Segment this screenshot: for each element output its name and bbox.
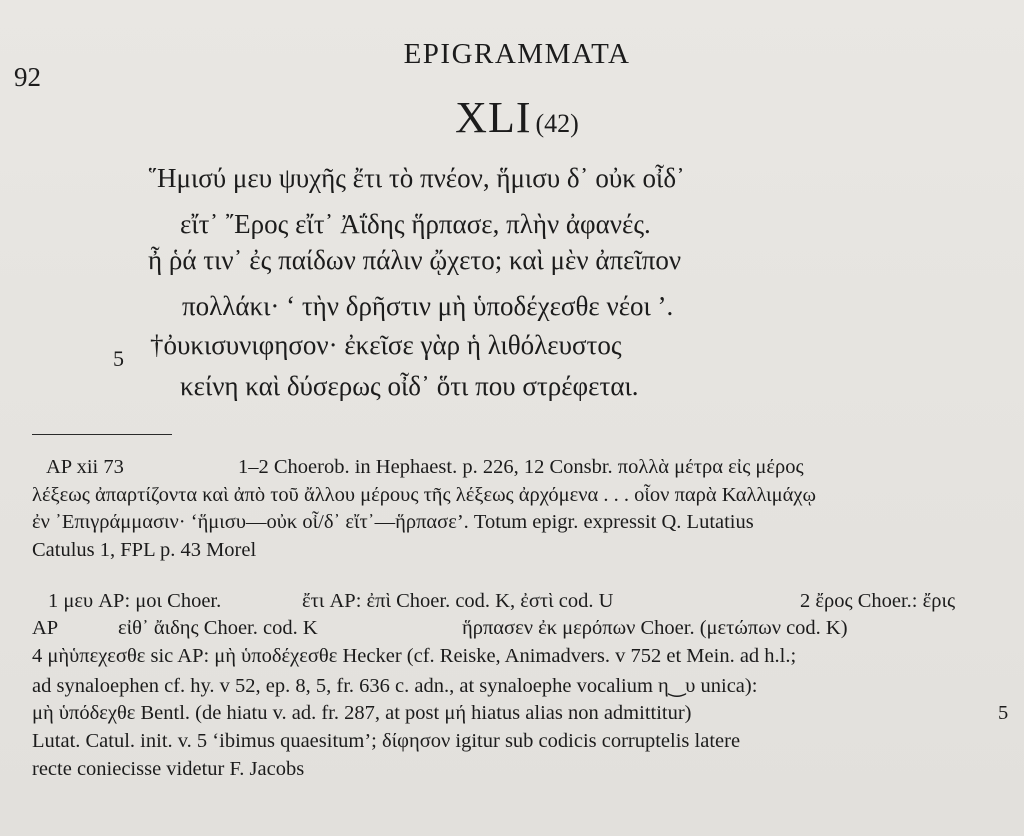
epigram-heading <box>0 92 1024 143</box>
testimonia-source: AP xii 73 <box>46 456 124 478</box>
apparatus-line-2c: ἥρπασεν ἐκ μερόπων Choer. (μετώπων cod. K) <box>462 617 848 639</box>
poem-line-3: ἦ ῥά τιν᾽ ἐς παίδων πάλιν ᾤχετο; καὶ μὲν ἀπεῖπον <box>148 245 682 275</box>
apparatus-line-6: Lutat. Catul. init. v. 5 ‘ibimus quaesitum’; δίφησον igitur sub codicis corruptelis latere <box>32 730 741 752</box>
running-title: EPIGRAMMATA <box>403 38 631 70</box>
apparatus-line-7: recte coniecisse videtur F. Jacobs <box>32 758 305 780</box>
line-number-5: 5 <box>113 346 124 371</box>
apparatus-line-1b: ἔτι AP: ἐπὶ Choer. cod. K, ἐστὶ cod. U <box>302 590 614 612</box>
poem-line-4: πολλάκι· ‘ τὴν δρῆστιν μὴ ὑποδέχεσθε νέοι ’. <box>182 291 674 321</box>
footnote-rule <box>32 434 172 435</box>
poem-line-5: †ὀυκισυνιφησον· ἐκεῖσε γὰρ ἡ λιθόλευστος <box>150 330 622 360</box>
apparatus-line-4: ad synaloephen cf. hy. v 52, ep. 8, 5, fr. 636 c. adn., at synaloephe vocalium η‿υ unica): <box>32 675 758 697</box>
apparatus-line-5: μὴ ὑπόδεχθε Bentl. (de hiatu v. ad. fr. 287, at post μή hiatus alias non admittitur) <box>32 702 692 724</box>
apparatus-line-2b: εἰθ᾽ ἄιδης Choer. cod. K <box>118 617 318 639</box>
poem-line-2: εἴτ᾽ ῎Ερος εἴτ᾽ Ἀΐδης ἥρπασε, πλὴν ἀφανές. <box>180 209 651 239</box>
poem-line-1: ῞Ημισύ μευ ψυχῆς ἔτι τὸ πνέον, ἥμισυ δ᾽ οὐκ οἶδ᾽ <box>148 163 686 193</box>
apparatus-line-1a: 1 μευ AP: μοι Choer. <box>48 590 222 612</box>
epigram-alt-number: (42) <box>535 109 579 138</box>
poem-line-6: κείνη καὶ δύσερως οἶδ᾽ ὅτι που στρέφεται. <box>180 371 639 401</box>
testimonia-line-2: λέξεως ἀπαρτίζοντα καὶ ἀπὸ τοῦ ἄλλου μέρους τῆς λέξεως ἀρχόμενα . . . οἷον παρὰ Καλλιμάχῳ <box>32 484 817 506</box>
apparatus-line-3: 4 μὴὑπεχεσθε sic AP: μὴ ὑποδέχεσθε Hecker (cf. Reiske, Animadvers. v 752 et Mein. ad h.l.; <box>32 645 797 667</box>
page-number: 92 <box>14 62 41 92</box>
epigram-number: XLI <box>455 93 532 142</box>
testimonia-line-4: Catulus 1, FPL p. 43 Morel <box>32 539 257 561</box>
testimonia-line-3: ἐν ᾽Επιγράμμασιν· ‘ἥμισυ—οὐκ οἶ/δ᾽ εἴτ᾽—ἥρπασε’. Totum epigr. expressit Q. Lutatius <box>32 511 754 533</box>
apparatus-line-1c: 2 ἔρος Choer.: ἔρις <box>800 590 956 612</box>
apparatus-line-number-5: 5 <box>998 702 1009 724</box>
apparatus-line-2a: AP <box>32 617 59 639</box>
testimonia-line-1: 1–2 Choerob. in Hephaest. p. 226, 12 Consbr. πολλὰ μέτρα εἰς μέρος <box>238 456 804 478</box>
